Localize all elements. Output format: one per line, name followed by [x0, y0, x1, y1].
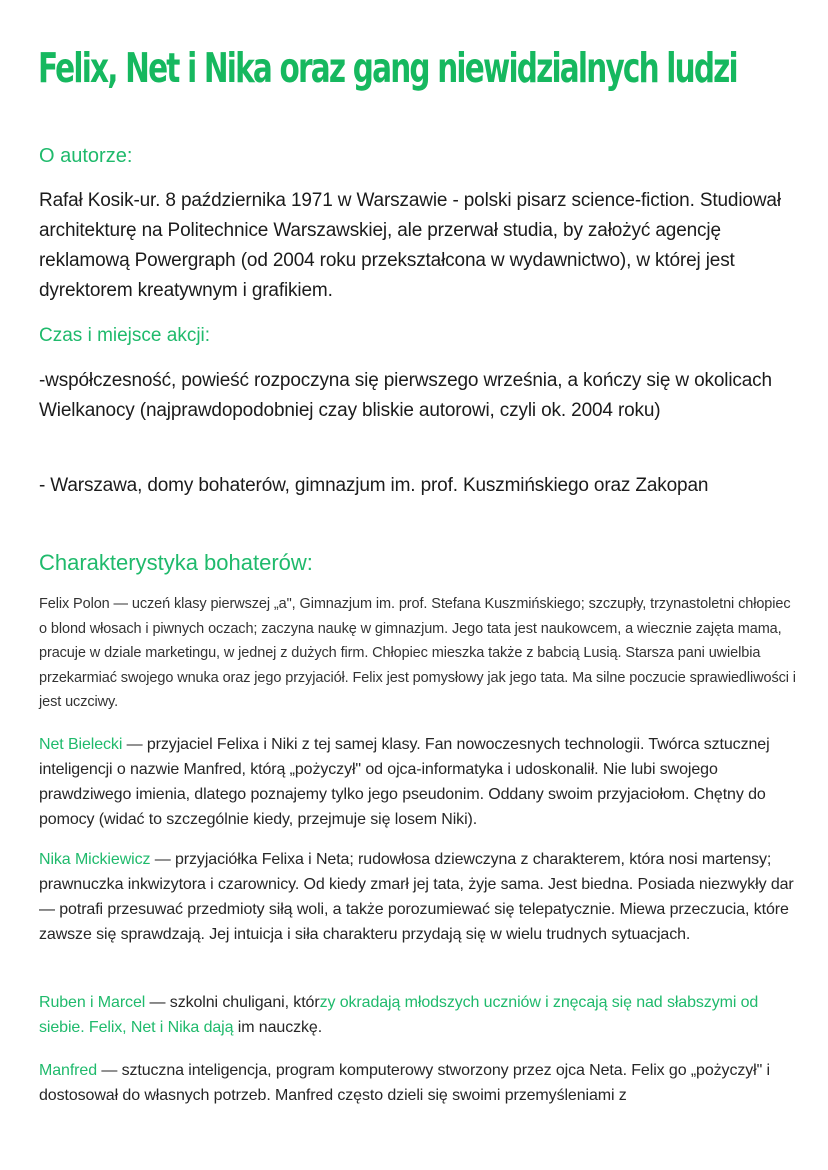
character-manfred	[39, 1058, 799, 1108]
character-name-manfred: Manfred	[39, 1062, 97, 1079]
document-title: Felix, Net i Nika oraz gang niewidzialnych ludzi	[38, 44, 737, 92]
character-ruben-marcel	[39, 990, 799, 1040]
author-paragraph: Rafał Kosik-ur. 8 października 1971 w Warszawie - polski pisarz science-fiction. Studiował architekturę na Politechnice Warszawskiej, ale przerwał studia, by założyć agencję reklamową Powergraph (od 2004 roku przekształcona w wydawnictwo), w której jest dyrektorem kreatywnym i grafikiem.	[39, 190, 781, 301]
character-net	[39, 732, 799, 832]
time-paragraph: -współczesność, powieść rozpoczyna się pierwszego września, a kończy się w okolicach Wielkanocy (najprawdopodobniej czay bliskie autorowi, czyli ok. 2004 roku)	[39, 370, 772, 421]
character-desc-ruben-marcel-2: im nauczkę.	[233, 1019, 323, 1036]
character-felix: Felix Polon — uczeń klasy pierwszej „a", Gimnazjum im. prof. Stefana Kuszmińskiego; szczupły, trzynastoletni chłopiec o blond włosach i piwnych oczach; zaczyna naukę w gimnazjum. Jego tata jest naukowcem, a wiecznie zajęta mama, pracuje w dziale marketingu, w jednej z dużych firm. Chłopiec mieszka także z babcią Lusią. Starsza pani uwielbia przekarmiać swojego wnuka oraz jego przyjaciół. Felix jest pomysłowy jak jego tata. Ma silne poczucie sprawiedliwości i jest uczciwy.	[39, 596, 796, 710]
character-desc-nika: — przyjaciółka Felixa i Neta; rudowłosa dziewczyna z charakterem, która nosi martensy; prawnuczka inkwizytora i czarownicy. Od kiedy zmarł jej tata, żyje sama. Jest biedna. Posiada niezwykły dar — potrafi przesuwać przedmioty siłą woli, a także porozumiewać się telepatycznie. Miewa przeczucia, które zawsze się sprawdzają. Jej intuicja i siła charakteru przydają się w wielu trudnych sytuacjach.	[39, 851, 794, 943]
time-place-heading: Czas i miejsce akcji:	[39, 325, 211, 346]
character-name-net: Net Bielecki	[39, 736, 123, 753]
characters-heading: Charakterystyka bohaterów:	[39, 550, 313, 575]
character-name-nika: Nika Mickiewicz	[39, 851, 151, 868]
place-paragraph: - Warszawa, domy bohaterów, gimnazjum im. prof. Kuszmińskiego oraz Zakopan	[39, 475, 709, 496]
character-nika	[39, 847, 799, 947]
character-desc-manfred: — sztuczna inteligencja, program komputerowy stworzony przez ojca Neta. Felix go „pożyczył" i dostosował do własnych potrzeb. Manfred często dzieli się swoimi przemyśleniami z	[39, 1062, 770, 1104]
character-name-ruben-marcel: Ruben i Marcel	[39, 994, 146, 1011]
author-heading: O autorze:	[39, 145, 133, 167]
character-desc-ruben-marcel-1: — szkolni chuligani, któr	[145, 994, 320, 1011]
character-desc-net: — przyjaciel Felixa i Niki z tej samej klasy. Fan nowoczesnych technologii. Twórca sztucznej inteligencji o nazwie Manfred, którą „pożyczył" od ojca-informatyka i udoskonalił. Nie lubi swojego prawdziwego imienia, dlatego poznajemy tylko jego pseudonim. Oddany swoim przyjaciołom. Chętny do pomocy (widać to szczególnie kiedy, przejmuje się losem Niki).	[39, 736, 770, 828]
character-desc-ruben-marcel-green: zy okradają młodszych uczniów i znęcają się nad słabszymi od siebie. Felix, Net i Nika dają	[39, 994, 759, 1036]
